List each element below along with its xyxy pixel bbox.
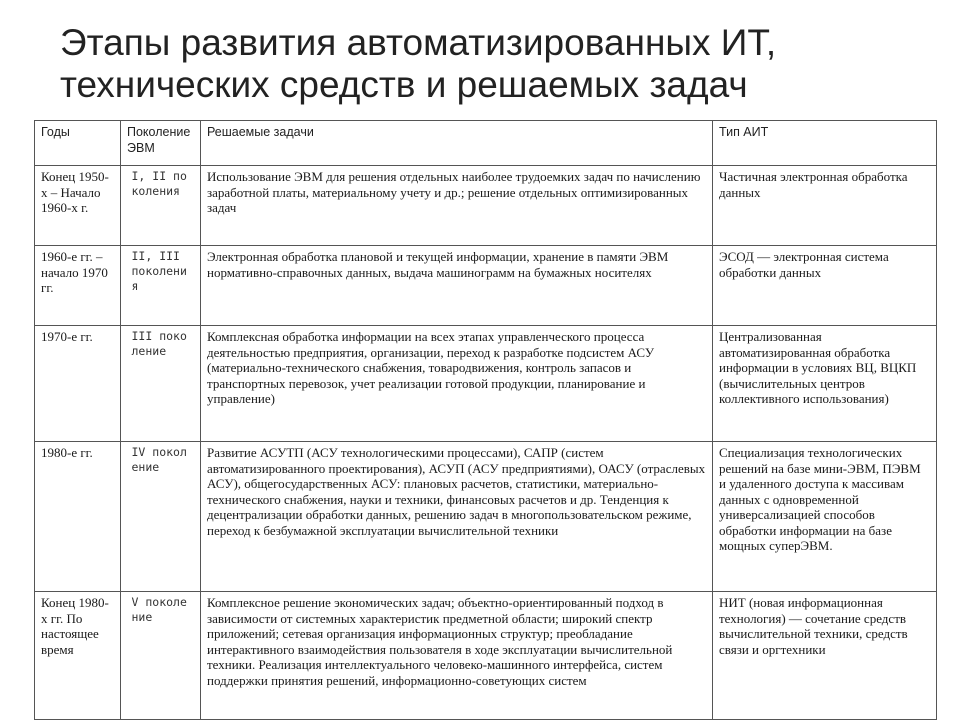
row-generation xyxy=(121,246,201,326)
row-tasks: Комплексная обработка информации на всех этапах управленческого процесса деятельностью предприятия, организации, переход к разработке подсистем АСУ (материально-технического снабжения, товародвижения, контроль запасов и транспортных перевозок, учет реализации готовой продукции, планирование и управление) xyxy=(201,326,713,442)
row-generation xyxy=(121,592,201,720)
row-generation xyxy=(121,442,201,592)
row-years: 1960-е гг. – начало 1970 гг. xyxy=(35,246,121,326)
title-line-1: Этапы развития автоматизированных ИТ, xyxy=(60,22,777,63)
generation-label: I, II поколения xyxy=(131,169,187,198)
stages-table xyxy=(34,120,937,720)
header-ait-type: Тип АИТ xyxy=(713,121,937,166)
row-years: Конец 1950-х – Начало 1960-х г. xyxy=(35,166,121,246)
table-row xyxy=(35,246,937,326)
row-years: Конец 1980-х гг. По настоящее время xyxy=(35,592,121,720)
row-tasks: Электронная обработка плановой и текущей информации, хранение в памяти ЭВМ нормативно-справочных данных, выдача машинограмм на бумажных носителях xyxy=(201,246,713,326)
generation-label: III поколение xyxy=(131,329,187,358)
table-row xyxy=(35,442,937,592)
title-line-2: технических средств и решаемых задач xyxy=(60,64,748,105)
header-generation: Поколение ЭВМ xyxy=(121,121,201,166)
row-ait-type: НИТ (новая информационная технология) — сочетание средств вычислительной техники, средств связи и оргтехники xyxy=(713,592,937,720)
generation-label: V поколение xyxy=(131,595,187,624)
table-header-row xyxy=(35,121,937,166)
table-row xyxy=(35,592,937,720)
row-generation xyxy=(121,166,201,246)
header-years: Годы xyxy=(35,121,121,166)
row-tasks: Развитие АСУТП (АСУ технологическими процессами), САПР (систем автоматизированного проектирования), АСУП (АСУ предприятиями), ОАСУ (отраслевых АСУ), общегосударственных АСУ: плановых расчетов, статистики, материально-технического снабжения, науки и техники, финансовых расчетов и др. Тенденция к децентрализации обработки данных, решению задач в многопользовательском режиме, переход к безбумажной эксплуатации вычислительной техники xyxy=(201,442,713,592)
table-row xyxy=(35,326,937,442)
page-title xyxy=(60,22,940,106)
row-years: 1980-е гг. xyxy=(35,442,121,592)
row-tasks: Использование ЭВМ для решения отдельных наиболее трудоемких задач по начислению заработной платы, материальному учету и др.; решение отдельных оптимизированных задач xyxy=(201,166,713,246)
row-ait-type: ЭСОД — электронная система обработки данных xyxy=(713,246,937,326)
generation-label: II, III поколения xyxy=(131,249,187,293)
generation-label: IV поколение xyxy=(131,445,187,474)
row-ait-type: Частичная электронная обработка данных xyxy=(713,166,937,246)
row-years: 1970-е гг. xyxy=(35,326,121,442)
row-generation xyxy=(121,326,201,442)
row-tasks: Комплексное решение экономических задач; объектно-ориентированный подход в зависимости от системных характеристик предметной области; широкий спектр приложений; сетевая организация информационных структур; преобладание интерактивного взаимодействия пользователя в ходе эксплуатации вычислительной техники. Реализация интеллектуального человеко-машинного интерфейса, систем поддержки принятия решений, информационно-советующих систем xyxy=(201,592,713,720)
row-ait-type: Специализация технологических решений на базе мини-ЭВМ, ПЭВМ и удаленного доступа к массивам данных с одновременной универсализацией способов обработки информации на базе мощных суперЭВМ. xyxy=(713,442,937,592)
header-tasks: Решаемые задачи xyxy=(201,121,713,166)
row-ait-type: Централизованная автоматизированная обработка информации в условиях ВЦ, ВЦКП (вычислительных центров коллективного использования) xyxy=(713,326,937,442)
table-row xyxy=(35,166,937,246)
